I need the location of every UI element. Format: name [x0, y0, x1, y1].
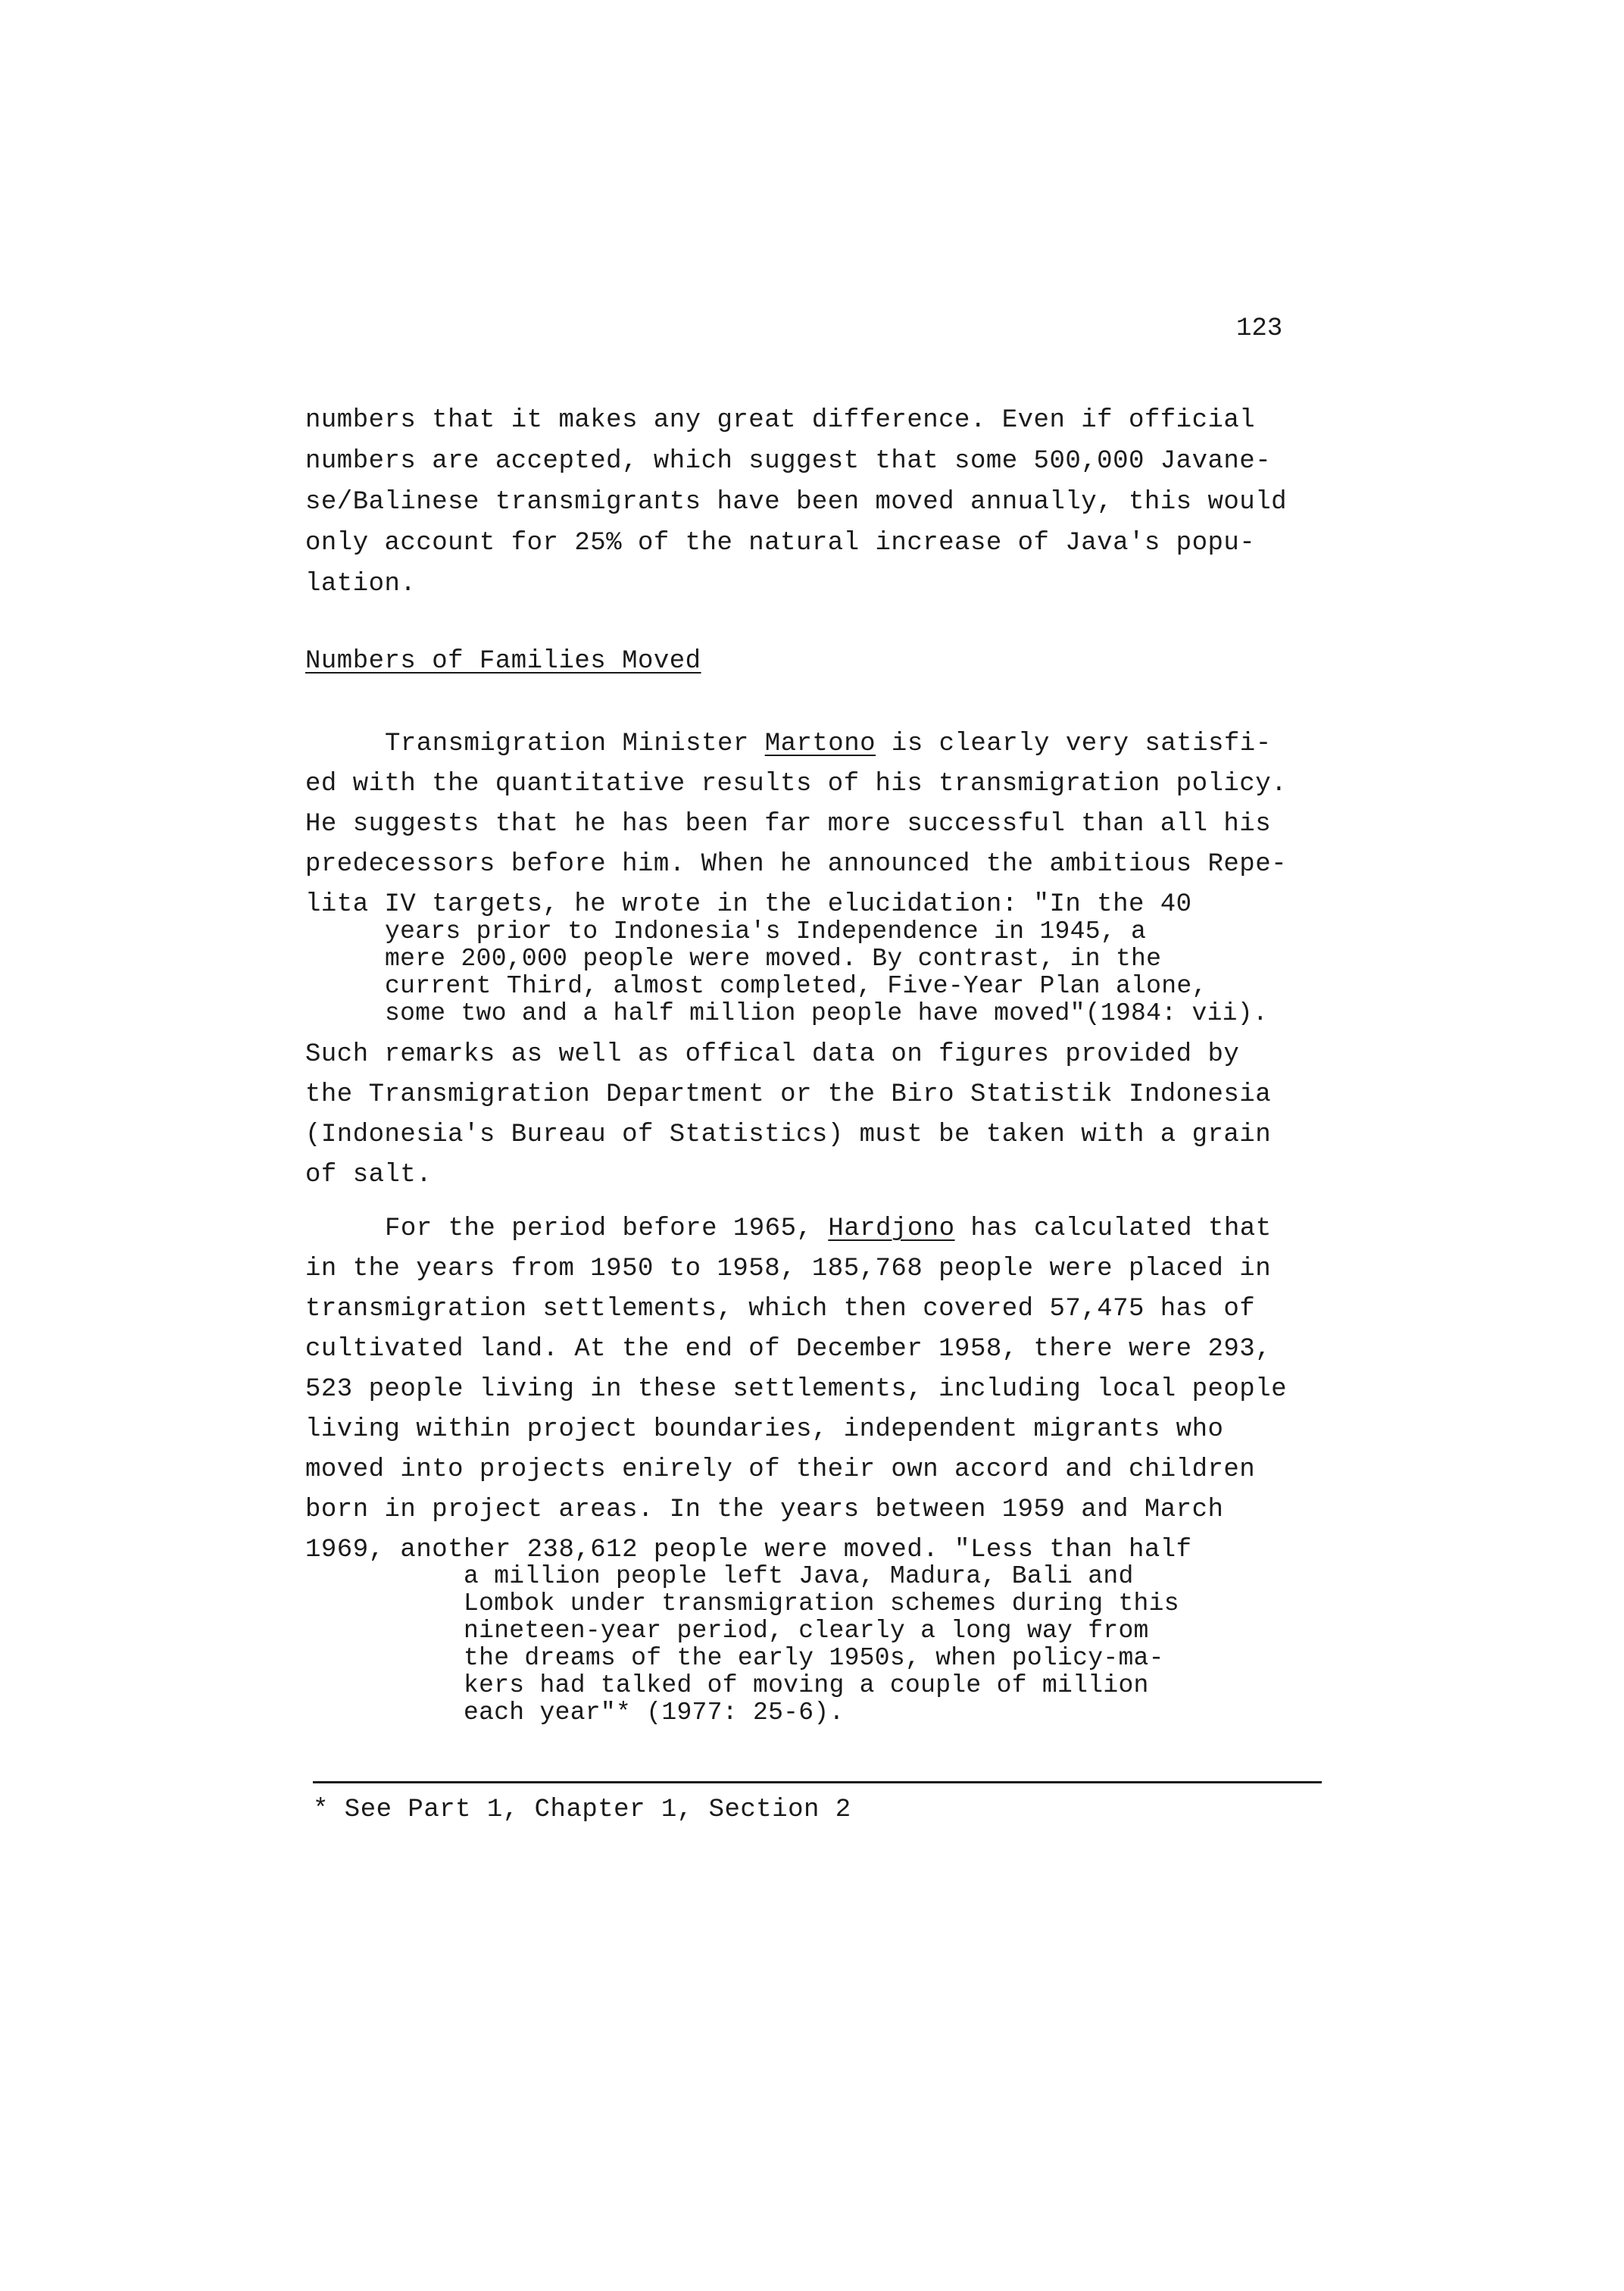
text-line: se/Balinese transmigrants have been moved annually, this would	[305, 488, 1288, 517]
quote-line: the dreams of the early 1950s, when policy-ma-	[464, 1644, 1164, 1672]
text-line: the Transmigration Department or the Biro Statistik Indonesia	[305, 1080, 1272, 1109]
text-line: He suggests that he has been far more successful than all his	[305, 810, 1272, 839]
text-line: transmigration settlements, which then covered 57,475 has of	[305, 1295, 1256, 1324]
quote-line: kers had talked of moving a couple of million	[464, 1671, 1149, 1699]
section-heading: Numbers of Families Moved	[305, 647, 701, 676]
quote-line: each year"* (1977: 25-6).	[464, 1699, 845, 1727]
quote-line: Lombok under transmigration schemes during this	[464, 1589, 1179, 1617]
quote-line: current Third, almost completed, Five-Year Plan alone,	[385, 972, 1207, 1000]
text-line: numbers are accepted, which suggest that some 500,000 Javane-	[305, 447, 1272, 476]
author-name: Martono	[764, 730, 876, 758]
text-line: lation.	[305, 570, 417, 599]
text-segment: Transmigration Minister	[385, 730, 765, 758]
text-line: cultivated land. At the end of December 1958, there were 293,	[305, 1335, 1272, 1364]
quote-line: years prior to Indonesia's Independence in 1945, a	[385, 917, 1147, 945]
text-line: in the years from 1950 to 1958, 185,768 people were placed in	[305, 1255, 1272, 1283]
quote-line: nineteen-year period, clearly a long way from	[464, 1617, 1149, 1645]
text-line: 1969, another 238,612 people were moved. "Less than half	[305, 1536, 1192, 1564]
text-segment: has calculated that	[954, 1214, 1272, 1243]
quote-line: mere 200,000 people were moved. By contrast, in the	[385, 945, 1162, 973]
text-line: predecessors before him. When he announced the ambitious Repe-	[305, 850, 1288, 879]
quote-line: a million people left Java, Madura, Bali and	[464, 1562, 1134, 1590]
text-line: only account for 25% of the natural increase of Java's popu-	[305, 529, 1256, 558]
text-line	[385, 729, 1272, 759]
text-segment: For the period before 1965,	[385, 1214, 829, 1243]
footnote-divider	[313, 1781, 1322, 1783]
text-line: numbers that it makes any great difference. Even if official	[305, 406, 1256, 435]
text-line: lita IV targets, he wrote in the elucidation: "In the 40	[305, 890, 1192, 919]
text-line: Such remarks as well as offical data on figures provided by	[305, 1040, 1240, 1069]
text-line: of salt.	[305, 1161, 433, 1189]
text-line: born in project areas. In the years between 1959 and March	[305, 1496, 1224, 1524]
text-segment: is clearly very satisfi-	[876, 730, 1272, 758]
text-line: moved into projects enirely of their own accord and children	[305, 1455, 1256, 1484]
footnote: * See Part 1, Chapter 1, Section 2	[313, 1796, 851, 1824]
author-name: Hardjono	[828, 1214, 955, 1243]
text-line: (Indonesia's Bureau of Statistics) must be taken with a grain	[305, 1120, 1272, 1149]
text-line: 523 people living in these settlements, including local people	[305, 1375, 1288, 1404]
text-line: living within project boundaries, independent migrants who	[305, 1415, 1224, 1444]
text-line	[385, 1214, 1272, 1244]
quote-line: some two and a half million people have moved"(1984: vii).	[385, 999, 1268, 1027]
page-number: 123	[1236, 314, 1283, 343]
text-line: ed with the quantitative results of his transmigration policy.	[305, 770, 1288, 799]
